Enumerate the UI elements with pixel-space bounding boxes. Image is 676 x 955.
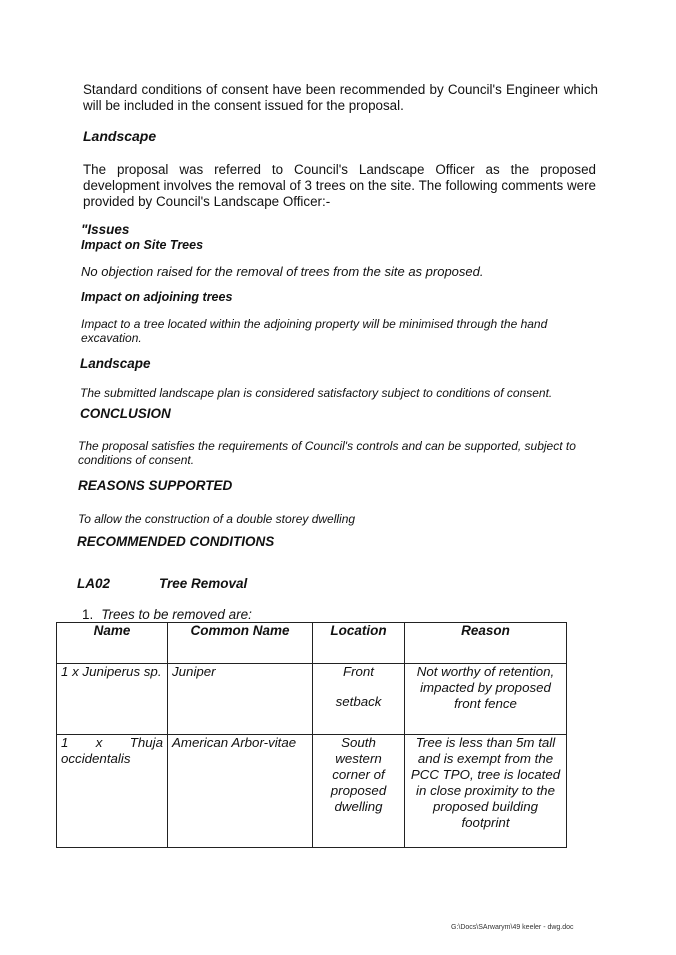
cell-common-name: American Arbor-vitae bbox=[168, 735, 313, 848]
list-text: Trees to be removed are: bbox=[101, 607, 252, 622]
header-common-name: Common Name bbox=[168, 623, 313, 664]
table-row bbox=[57, 735, 567, 848]
standard-conditions-paragraph: Standard conditions of consent have been recommended by Council's Engineer which will be included in the consent issued for the proposal. bbox=[83, 82, 598, 113]
header-location: Location bbox=[313, 623, 405, 664]
impact-site-trees-text: No objection raised for the removal of trees from the site as proposed. bbox=[81, 264, 484, 279]
table-row bbox=[57, 664, 567, 735]
reasons-supported-heading: REASONS SUPPORTED bbox=[78, 478, 233, 493]
conclusion-heading: CONCLUSION bbox=[80, 406, 171, 421]
location-line: South western corner of proposed dwelling bbox=[330, 735, 387, 814]
file-path-footer: G:\Docs\SArwarym\49 keeler - dwg.doc bbox=[451, 924, 574, 931]
header-name: Name bbox=[57, 623, 168, 664]
location-line: setback bbox=[335, 694, 382, 709]
list-item bbox=[82, 607, 252, 622]
conclusion-text: The proposal satisfies the requirements of Council's controls and can be supported, subject to conditions of consent. bbox=[78, 439, 576, 467]
issues-heading: "Issues bbox=[81, 222, 130, 237]
trees-table bbox=[56, 622, 567, 848]
condition-title: Tree Removal bbox=[159, 576, 248, 591]
table-header-row bbox=[57, 623, 567, 664]
location-line: Front bbox=[342, 664, 375, 679]
cell-location bbox=[313, 735, 405, 848]
header-reason: Reason bbox=[405, 623, 567, 664]
cell-name: 1 x Juniperus sp. bbox=[57, 664, 168, 735]
landscape-comment-heading: Landscape bbox=[80, 356, 151, 371]
cell-reason: Not worthy of retention, impacted by proposed front fence bbox=[405, 664, 567, 735]
landscape-heading: Landscape bbox=[83, 128, 157, 144]
reasons-supported-text: To allow the construction of a double storey dwelling bbox=[78, 512, 356, 526]
cell-common-name: Juniper bbox=[168, 664, 313, 735]
impact-adjoining-trees-text: Impact to a tree located within the adjoining property will be minimised through the hand excavation. bbox=[81, 317, 548, 345]
cell-location bbox=[313, 664, 405, 735]
impact-site-trees-heading: Impact on Site Trees bbox=[81, 238, 204, 252]
cell-reason: Tree is less than 5m tall and is exempt from the PCC TPO, tree is located in close proximity to the proposed building footprint bbox=[405, 735, 567, 848]
impact-adjoining-trees-heading: Impact on adjoining trees bbox=[81, 290, 233, 304]
landscape-paragraph: The proposal was referred to Council's Landscape Officer as the proposed development involves the removal of 3 trees on the site. The following comments were provided by Council's Landscape Officer:- bbox=[83, 162, 596, 209]
recommended-conditions-heading: RECOMMENDED CONDITIONS bbox=[77, 534, 275, 549]
cell-name: 1 x Thuja occidentalis bbox=[57, 735, 168, 848]
list-number: 1. bbox=[82, 607, 94, 622]
landscape-comment-text: The submitted landscape plan is considered satisfactory subject to conditions of consent. bbox=[80, 386, 553, 400]
condition-code: LA02 bbox=[77, 576, 111, 591]
